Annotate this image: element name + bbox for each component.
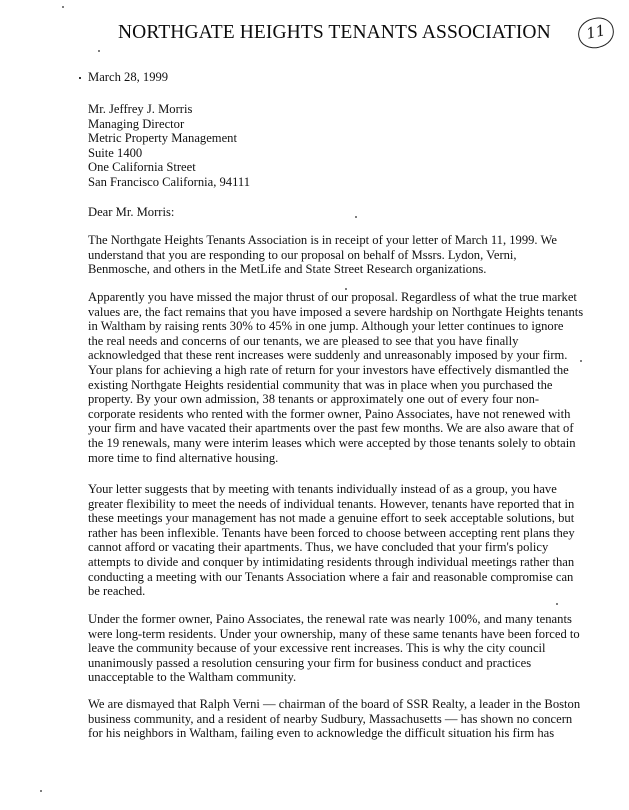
paragraph-line: greater flexibility to meet the needs of individual tenants. However, tenants have reported that in [88,496,575,511]
paragraph-line: unacceptable to the Waltham community. [88,670,297,685]
salutation: Dear Mr. Morris: [88,205,175,219]
paragraph-line: your firm and have vacated their apartments over the past few months. We are also aware that of [88,421,574,436]
paragraph-2 [88,290,618,465]
paragraph-line: the 19 renewals, many were interim leases which were accepted by those tenants solely to obtain [88,435,576,450]
paragraph-line: in Waltham by raising rents 30% to 45% in one jump. Although your letter continues to ignore [88,319,564,334]
paragraph-5 [88,697,618,741]
paragraph-line: property. By your own admission, 38 tenants or approximately one out of every four non- [88,392,540,407]
paragraph-line: Under the former owner, Paino Associates, the renewal rate was nearly 100%, and many tenants [88,612,572,626]
recipient-suite: Suite 1400 [88,145,143,160]
letter-date: March 28, 1999 [88,70,169,84]
paragraph-line: for his neighbors in Waltham, failing even to acknowledge the difficult situation his firm has [88,726,555,741]
recipient-name: Mr. Jeffrey J. Morris [88,102,193,116]
paragraph-line: cannot afford or vacating their apartments. Thus, we have concluded that your firm's policy [88,540,549,555]
scan-speck [345,288,347,290]
paragraph-line: We are dismayed that Ralph Verni — chairman of the board of SSR Realty, a leader in the Boston [88,697,581,711]
paragraph-line: corporate residents who rented with the former owner, Paino Associates, have not renewed with [88,406,571,421]
recipient-city: San Francisco California, 94111 [88,174,251,189]
paragraph-line: be reached. [88,584,146,599]
paragraph-line: understand that you are responding to our proposal on behalf of Mssrs. Lydon, Verni, [88,247,517,262]
handwritten-page-number: 11 [575,15,616,52]
recipient-address [88,102,618,190]
paragraph-line: The Northgate Heights Tenants Association is in receipt of your letter of March 11, 1999. We [88,233,557,247]
paragraph-line: Your plans for achieving a high rate of return for your investors have effectively dismantled the [88,362,569,377]
paragraph-line: acknowledged that these rent increases were suddenly and unreasonably imposed by your firm. [88,348,568,363]
paragraph-line: attempts to divide and conquer by intimidating residents through individual meetings rather than [88,554,575,569]
paragraph-line: more time to find alternative housing. [88,450,279,465]
recipient-title: Managing Director [88,116,185,131]
scan-speck [556,603,558,605]
scan-mark [79,77,81,79]
paragraph-line: Apparently you have missed the major thrust of our proposal. Regardless of what the true market [88,290,577,304]
paragraph-4 [88,612,618,685]
paragraph-line: unanimously passed a resolution censuring your firm for business conduct and practices [88,655,532,670]
paragraph-line: these meetings your management has not made a genuine effort to seek acceptable solutions, but [88,511,575,526]
paragraph-line: leave the community because of your excessive rent increases. This is why the city council [88,641,546,656]
scan-speck [355,216,357,218]
paragraph-line: Your letter suggests that by meeting with tenants individually instead of as a group, you have [88,482,557,496]
letterhead-title: NORTHGATE HEIGHTS TENANTS ASSOCIATION [118,22,551,43]
paragraph-line: values are, the fact remains that you have imposed a severe hardship on Northgate Heights tenants [88,304,584,319]
paragraph-line: were long-term residents. Under your ownership, many of these same tenants have been forced to [88,626,580,641]
paragraph-line: conducting a meeting with our Tenants Association where a fair and reasonable compromise can [88,569,574,584]
paragraph-3 [88,482,618,599]
scan-speck [580,360,582,362]
scan-speck [62,6,64,8]
paragraph-line: business community, and a resident of nearby Sudbury, Massachusetts — has shown no concern [88,711,573,726]
paragraph-line: Benmosche, and others in the MetLife and State Street Research organizations. [88,262,487,277]
scan-speck [98,50,100,52]
paragraph-line: rather has been inflexible. Tenants have been forced to choose between accepting rent plans they [88,525,575,540]
paragraph-line: existing Northgate Heights residential community that was in place when you purchased the [88,377,553,392]
paragraph-1 [88,233,618,277]
scan-speck [40,790,42,792]
recipient-company: Metric Property Management [88,131,237,146]
paragraph-line: the real needs and concerns of our tenants, we are pleased to see that you have finally [88,333,519,348]
recipient-street: One California Street [88,160,196,175]
